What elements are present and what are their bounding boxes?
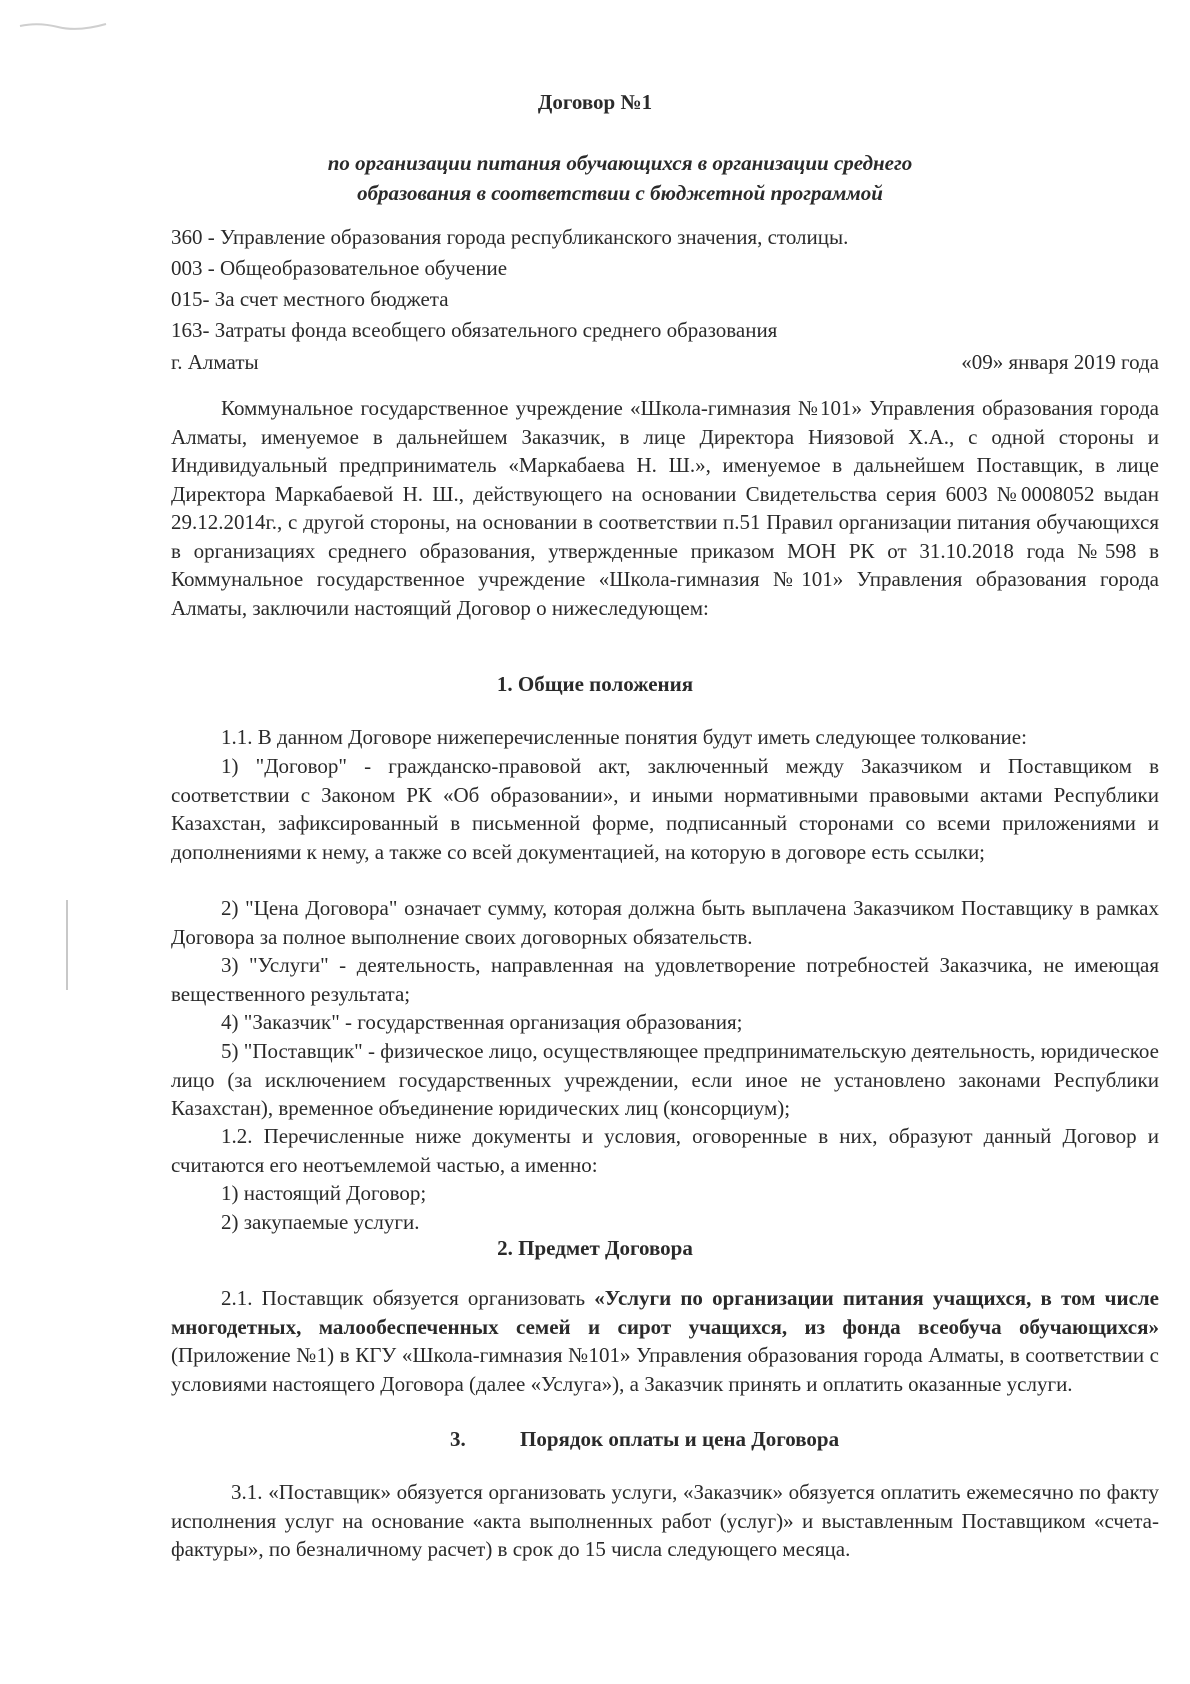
city: г. Алматы (171, 350, 259, 374)
section-3-number: 3. (450, 1427, 466, 1451)
clause-1-1-5: 5) "Поставщик" - физическое лицо, осуществляющее предпринимательскую деятельность, юридическое лицо (за исключением государственных учреждении, если иное не установлено законами Республики Казахстан), временное объединение юридических лиц (консорциум); (171, 1039, 1159, 1120)
clause-1-1-3: 3) "Услуги" - деятельность, направленная на удовлетворение потребностей Заказчика, не имеющая вещественного результата; (171, 953, 1159, 1006)
section-3-heading: Порядок оплаты и цена Договора (520, 1427, 840, 1451)
preamble-paragraph: Коммунальное государственное учреждение «Школа-гимназия №101» Управления образования города Алматы, именуемое в дальнейшем Заказчик, в лице Директора Ниязовой Х.А., с одной стороны и Индивидуальный предприниматель «Маркабаева Н. Ш.», именуемое в дальнейшем Поставщик, в лице Директора Маркабаевой Н. Ш., действующего на основании Свидетельства серия 6003 №0008052 выдан 29.12.2014г., с другой стороны, на основании в соответствии п.51 Правил организации питания обучающихся в организациях среднего образования, утвержденные приказом МОН РК от 31.10.2018 года №598 в Коммунальное государственное учреждение «Школа-гимназия №101» Управления образования города Алматы, заключили настоящий Договор о нижеследующем: (171, 396, 1159, 620)
subtitle-line-1: по организации питания обучающихся в организации среднего (327, 151, 913, 175)
contract-date: «09» января 2019 года (961, 350, 1159, 374)
clause-1-2-1: 1) настоящий Договор; (221, 1181, 427, 1205)
contract-title: Договор №1 (537, 90, 653, 114)
clause-1-1-2: 2) "Цена Договора" означает сумму, которая должна быть выплачена Заказчиком Поставщику в рамках Договора за полное выполнение своих договорных обязательств. (171, 896, 1159, 949)
clause-1-2: 1.2. Перечисленные ниже документы и условия, оговоренные в них, образуют данный Договор и считаются его неотъемлемой частью, а именно: (171, 1124, 1159, 1177)
budget-code-line: 003 - Общеобразовательное обучение (171, 256, 508, 280)
clause-2-1-intro: 2.1. Поставщик обязуется организовать (221, 1286, 595, 1310)
clause-2-1 (171, 1284, 1159, 1398)
clause-1-1-4: 4) "Заказчик" - государственная организация образования; (221, 1010, 743, 1034)
scan-margin-line (66, 900, 68, 990)
section-2-heading: 2. Предмет Договора (497, 1236, 693, 1260)
contract-subtitle (240, 148, 1000, 208)
section-1-heading: 1. Общие положения (496, 672, 694, 696)
scan-artifact-mark (18, 18, 108, 34)
budget-code-line: 360 - Управление образования города республиканского значения, столицы. (171, 225, 849, 249)
subtitle-line-2: образования в соответствии с бюджетной программой (357, 181, 883, 205)
budget-code-line: 163- Затраты фонда всеобщего обязательного среднего образования (171, 318, 778, 342)
clause-1-2-2: 2) закупаемые услуги. (221, 1210, 420, 1234)
clause-1-1: 1.1. В данном Договоре нижеперечисленные понятия будут иметь следующее толкование: (221, 725, 1027, 749)
budget-codes (171, 222, 848, 346)
clause-3-1: 3.1. «Поставщик» обязуется организовать услуги, «Заказчик» обязуется оплатить ежемесячно по факту исполнения услуг на основание «акта выполненных работ (услуг)» и выставленным Поставщиком «счета-фактуры», по безналичному расчет) в срок до 15 числа следующего месяца. (171, 1480, 1159, 1561)
clause-2-1-rest: (Приложение №1) в КГУ «Школа-гимназия №101» Управления образования города Алматы, в соответствии с условиями настоящего Договора (далее «Услуга»), а Заказчик принять и оплатить оказанные услуги. (171, 1343, 1159, 1396)
clause-2-1-service-name: «Услуги по организации питания учащихся, в том числе многодетных, малообеспеченных семей и сирот учащихся, из фонда всеобуча обучающихся» (171, 1286, 1159, 1339)
clause-1-1-1: 1) "Договор" - гражданско-правовой акт, заключенный между Заказчиком и Поставщиком в соответствии с Законом РК «Об образовании», и иными нормативными правовыми актами Республики Казахстан, зафиксированный в письменной форме, подписанный сторонами со всеми приложениями и дополнениями к нему, а также со всей документацией, на которую в договоре есть ссылки; (171, 754, 1159, 864)
place-date-line (171, 350, 1159, 375)
budget-code-line: 015- За счет местного бюджета (171, 287, 449, 311)
